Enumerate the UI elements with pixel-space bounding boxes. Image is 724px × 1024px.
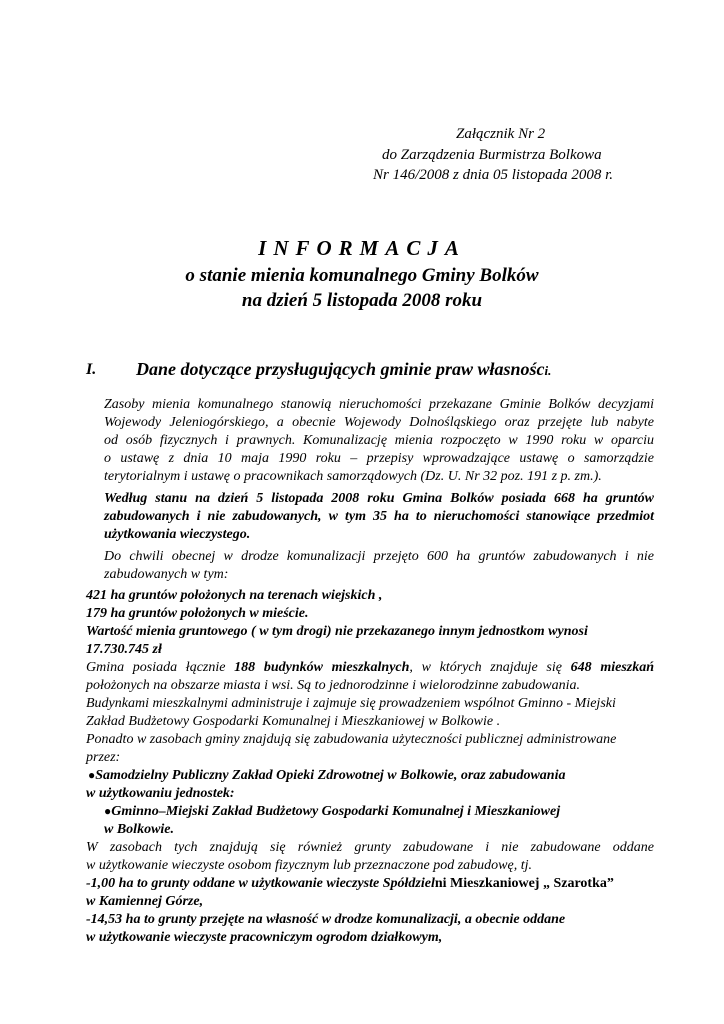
para1-line-1: Zasoby mienia komunalnego stanowią nieruchomości przekazane Gminie Bolków decyzjami <box>104 397 654 412</box>
para3-line-2: zabudowanych w tym: <box>104 567 229 582</box>
apartments-count: 648 mieszkań <box>570 660 654 675</box>
para2-line-2: zabudowanych i nie zabudowanych, w tym 35 ha to nieruchomości stanowiące przedmiot <box>104 509 654 524</box>
buildings-line-5: Ponadto w zasobach gminy znajdują się zabudowania użyteczności publicznej administrowane <box>86 732 617 747</box>
annex-line-1: Załącznik Nr 2 <box>456 126 546 142</box>
other-line-5: -14,53 ha to grunty przejęte na własność w drodze komunalizacji, a obecnie oddane <box>86 912 566 927</box>
buildings-line-6: przez: <box>86 750 121 765</box>
annex-line-3: Nr 146/2008 z dnia 05 listopada 2008 r. <box>373 167 614 183</box>
bullet-item-1 <box>88 769 565 783</box>
other-line-3-b: ni Mieszkaniowej „ Szarotka” <box>434 876 614 891</box>
bullet-icon: ● <box>88 768 96 782</box>
buildings-line-4: Zakład Budżetowy Gospodarki Komunalnej i Mieszkaniowej w Bolkowie . <box>86 714 501 729</box>
para1-line-2: Wojewody Jeleniogórskiego, a obecnie Wojewody Dolnośląskiego oraz przejęte lub nabyte <box>104 415 654 430</box>
section-heading-main: Dane dotyczące przysługujących gminie praw własnośc <box>136 359 545 379</box>
bullet-item-2-line-2: w Bolkowie. <box>104 822 175 837</box>
annex-line-2: do Zarządzenia Burmistrza Bolkowa <box>382 147 602 163</box>
para2-line-3: użytkowania wieczystego. <box>104 527 251 542</box>
buildings-text-a: Gmina posiada łącznie <box>86 660 235 675</box>
para2-line-1: Według stanu na dzień 5 listopada 2008 roku Gmina Bolków posiada 668 ha gruntów <box>104 491 654 506</box>
document-title: INFORMACJA <box>258 236 466 260</box>
other-line-2: w użytkowanie wieczyste osobom fizycznym lub przeznaczone pod zabudowę, tj. <box>86 858 533 873</box>
land-value-line: Wartość mienia gruntowego ( w tym drogi) nie przekazanego innym jednostkom wynosi <box>86 624 588 639</box>
other-line-4: w Kamiennej Górze, <box>86 894 204 909</box>
section-heading <box>136 360 551 378</box>
bullet-icon: ● <box>104 804 112 818</box>
other-line-3 <box>86 877 614 891</box>
document-subtitle-1: o stanie mienia komunalnego Gminy Bolków <box>185 265 539 286</box>
section-number: I. <box>86 361 97 378</box>
document-subtitle-2: na dzień 5 listopada 2008 roku <box>241 290 483 311</box>
para1-line-3: od osób fizycznych i prawnych. Komunalizację mienia rozpoczęto w 1990 roku w oparciu <box>104 433 654 448</box>
bullet-item-2 <box>104 805 560 819</box>
buildings-line-3: Budynkami mieszkalnymi administruje i zajmuje się prowadzeniem wspólnot Gminno - Miejski <box>86 696 616 711</box>
para1-line-5: terytorialnym i ustawę o pracownikach samorządowych (Dz. U. Nr 32 poz. 191 z p. zm.). <box>104 469 602 484</box>
bullet-item-1-text: Samodzielny Publiczny Zakład Opieki Zdrowotnej w Bolkowie, oraz zabudowania <box>95 768 566 783</box>
buildings-text-b: , w których znajduje się <box>409 660 571 675</box>
buildings-line-2: położonych na obszarze miasta i wsi. Są to jednorodzinne i wielorodzinne zabudowania. <box>86 678 581 693</box>
other-line-6: w użytkowanie wieczyste pracowniczym ogrodom działkowym, <box>86 930 443 945</box>
buildings-count: 188 budynków mieszkalnych <box>234 660 410 675</box>
bullet-item-2-text: Gminno–Miejski Zakład Budżetowy Gospodarki Komunalnej i Mieszkaniowej <box>111 804 561 819</box>
buildings-line-1 <box>86 661 654 675</box>
other-line-3-a: -1,00 ha to grunty oddane w użytkowanie wieczyste Spółdziel <box>86 876 435 891</box>
section-heading-tail: i. <box>544 363 552 378</box>
para1-line-4: o ustawę z dnia 10 maja 1990 roku – przepisy wprowadzające ustawę o samorządzie <box>104 451 654 466</box>
land-urban-line: 179 ha gruntów położonych w mieście. <box>86 606 309 621</box>
land-rural-line: 421 ha gruntów położonych na terenach wiejskich , <box>86 588 383 603</box>
bullet-item-1-line-2: w użytkowaniu jednostek: <box>86 786 235 801</box>
land-value-amount: 17.730.745 zł <box>86 642 162 657</box>
para3-line-1: Do chwili obecnej w drodze komunalizacji przejęto 600 ha gruntów zabudowanych i nie <box>104 549 654 564</box>
other-line-1: W zasobach tych znajdują się również grunty zabudowane i nie zabudowane oddane <box>86 840 654 855</box>
